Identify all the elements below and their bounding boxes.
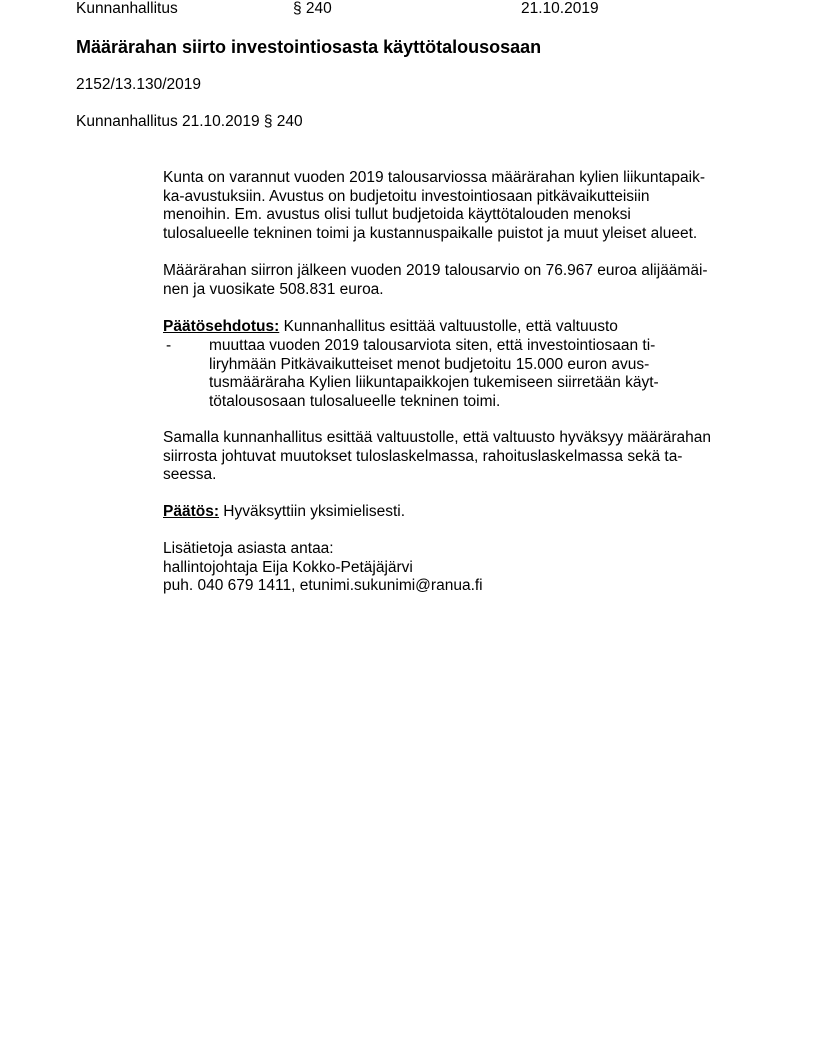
text-line: tötalousosaan tulosalueelle tekninen toimi.	[209, 393, 501, 411]
text-line: muuttaa vuoden 2019 talousarviota siten, että investointiosaan ti-	[209, 337, 656, 354]
proposal-label: Päätösehdotus:	[163, 318, 280, 335]
proposal-item	[209, 337, 659, 412]
bullet-dash: -	[166, 337, 172, 354]
text-line: Kunta on varannut vuoden 2019 talousarviossa määrärahan kylien liikuntapaik-	[163, 169, 705, 186]
header-body: Kunnanhallitus	[76, 0, 178, 17]
decision-text: Hyväksyttiin yksimielisesti.	[219, 503, 406, 520]
text-line: puh. 040 679 1411, etunimi.sukunimi@ranua.fi	[163, 577, 483, 595]
text-line: hallintojohtaja Eija Kokko-Petäjäjärvi	[163, 558, 413, 576]
proposal-text: Kunnanhallitus esittää valtuustolle, että valtuusto	[279, 318, 618, 335]
header-section: § 240	[293, 0, 332, 17]
paragraph-1	[163, 169, 705, 244]
paragraph-2	[163, 262, 708, 299]
contact-info	[163, 540, 483, 596]
text-line: Määrärahan siirron jälkeen vuoden 2019 talousarvio on 76.967 euroa alijäämäi-	[163, 262, 708, 279]
meeting-reference: Kunnanhallitus 21.10.2019 § 240	[76, 113, 303, 130]
paragraph-3	[163, 429, 711, 485]
text-line: tusmääräraha Kylien liikuntapaikkojen tukemiseen siirretään käyt-	[209, 374, 659, 392]
text-line: menoihin. Em. avustus olisi tullut budjetoida käyttötalouden menoksi	[163, 206, 631, 224]
text-line: siirrosta johtuvat muutokset tuloslaskelmassa, rahoituslaskelmassa sekä ta-	[163, 447, 683, 465]
text-line: Samalla kunnanhallitus esittää valtuustolle, että valtuusto hyväksyy määrärahan	[163, 429, 711, 446]
document-title: Määrärahan siirto investointiosasta käyttötalousosaan	[76, 37, 542, 57]
decision-label: Päätös:	[163, 503, 219, 520]
text-line: liryhmään Pitkävaikutteiset menot budjetoitu 15.000 euron avus-	[209, 355, 650, 373]
text-line: tulosalueelle tekninen toimi ja kustannuspaikalle puistot ja muut yleiset alueet.	[163, 225, 698, 243]
header-date: 21.10.2019	[521, 0, 599, 17]
decision	[163, 503, 405, 522]
text-line: Lisätietoja asiasta antaa:	[163, 540, 334, 557]
text-line: nen ja vuosikate 508.831 euroa.	[163, 280, 384, 298]
reference-number: 2152/13.130/2019	[76, 76, 201, 93]
text-line: seessa.	[163, 466, 217, 484]
text-line: ka-avustuksiin. Avustus on budjetoitu investointiosaan pitkävaikutteisiin	[163, 187, 650, 205]
proposal	[163, 318, 618, 337]
